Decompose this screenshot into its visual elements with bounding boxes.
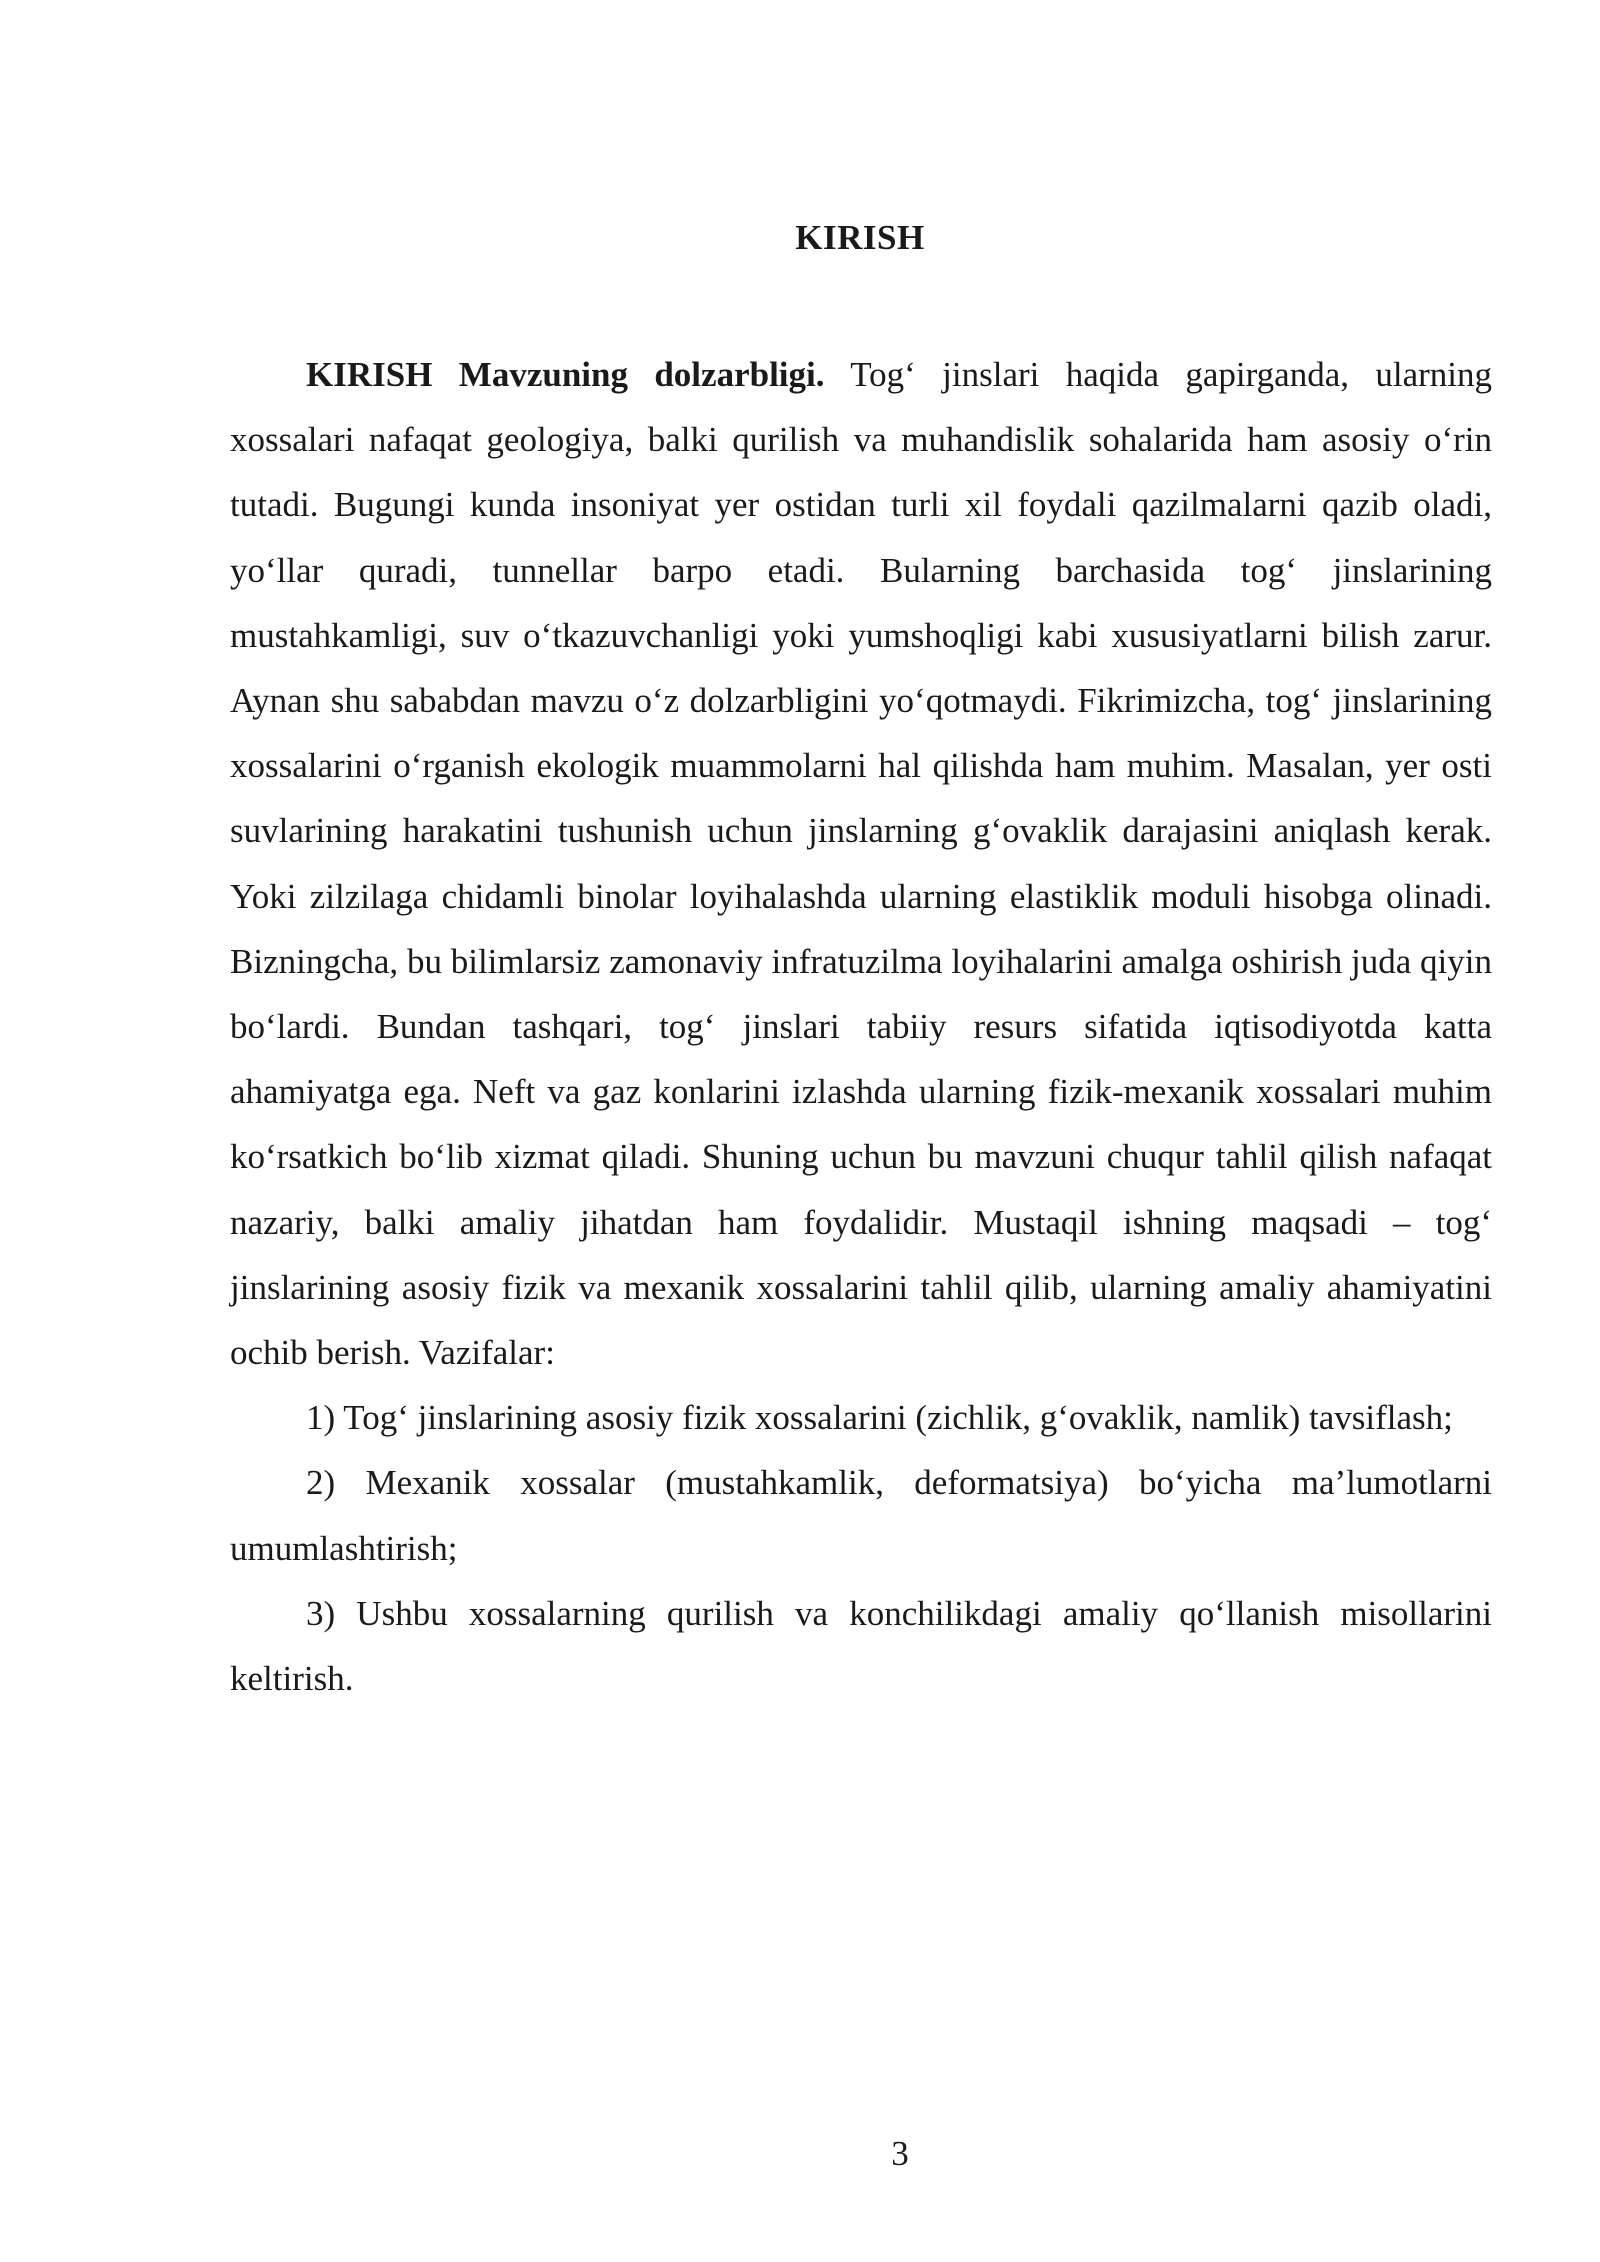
section-heading: KIRISH: [795, 218, 925, 257]
intro-text: Tog‘ jinslari haqida gapirganda, ularning xossalari nafaqat geologiya, balki qurilish va muhandislik sohalarida ham asosiy o‘rin tutadi. Bugungi kunda insoniyat yer ostidan turli xil foydali qazilmalarni qazib oladi, yo‘llar quradi, tunnellar barpo etadi. Bularning barchasida tog‘ jinslarining mustahkamligi, suv o‘tkazuvchanligi yoki yumshoqligi kabi xususiyatlarni bilish zarur. Aynan shu sababdan mavzu o‘z dolzarbligini yo‘qotmaydi. Fikrimizcha, tog‘ jinslarining xossalarini o‘rganish ekologik muammolarni hal qilishda ham muhim. Masalan, yer osti suvlarining harakatini tushunish uchun jinslarning g‘ovaklik darajasini aniqlash kerak. Yoki zilzilaga chidamli binolar loyihalashda ularning elastiklik moduli hisobga olinadi. Bizningcha, bu bilimlarsiz zamonaviy infratuzilma loyihalarini amalga oshirish juda qiyin bo‘lardi. Bundan tashqari, tog‘ jinslari tabiiy resurs sifatida iqtisodiyotda katta ahamiyatga ega. Neft va gaz konlarini izlashda ularning fizik-mexanik xossalari muhim ko‘rsatkich bo‘lib xizmat qiladi. Shuning uchun bu mavzuni chuqur tahlil qilish nafaqat nazariy, balki amaliy jihatdan ham foydalidir. Mustaqil ishning maqsadi – tog‘ jinslarining asosiy fizik va mexanik xossalarini tahlil qilib, ularning amaliy ahamiyatini ochib berish. Vazifalar:: [230, 355, 1492, 1373]
task-item-3: 3) Ushbu xossalarning qurilish va konchilikdagi amaliy qo‘llanish misollarini keltirish.: [230, 1593, 1492, 1699]
body-text: [230, 342, 1492, 1711]
page-number: 3: [891, 2134, 909, 2173]
task-item-1: 1) Tog‘ jinslarining asosiy fizik xossalarini (zichlik, g‘ovaklik, namlik) tavsiflash;: [306, 1398, 1453, 1438]
intro-paragraph: [230, 342, 1492, 1385]
task-item-2: 2) Mexanik xossalar (mustahkamlik, deformatsiya) bo‘yicha ma’lumotlarni umumlashtirish;: [230, 1463, 1492, 1568]
intro-lead: KIRISH Mavzuning dolzarbligi.: [306, 355, 825, 394]
